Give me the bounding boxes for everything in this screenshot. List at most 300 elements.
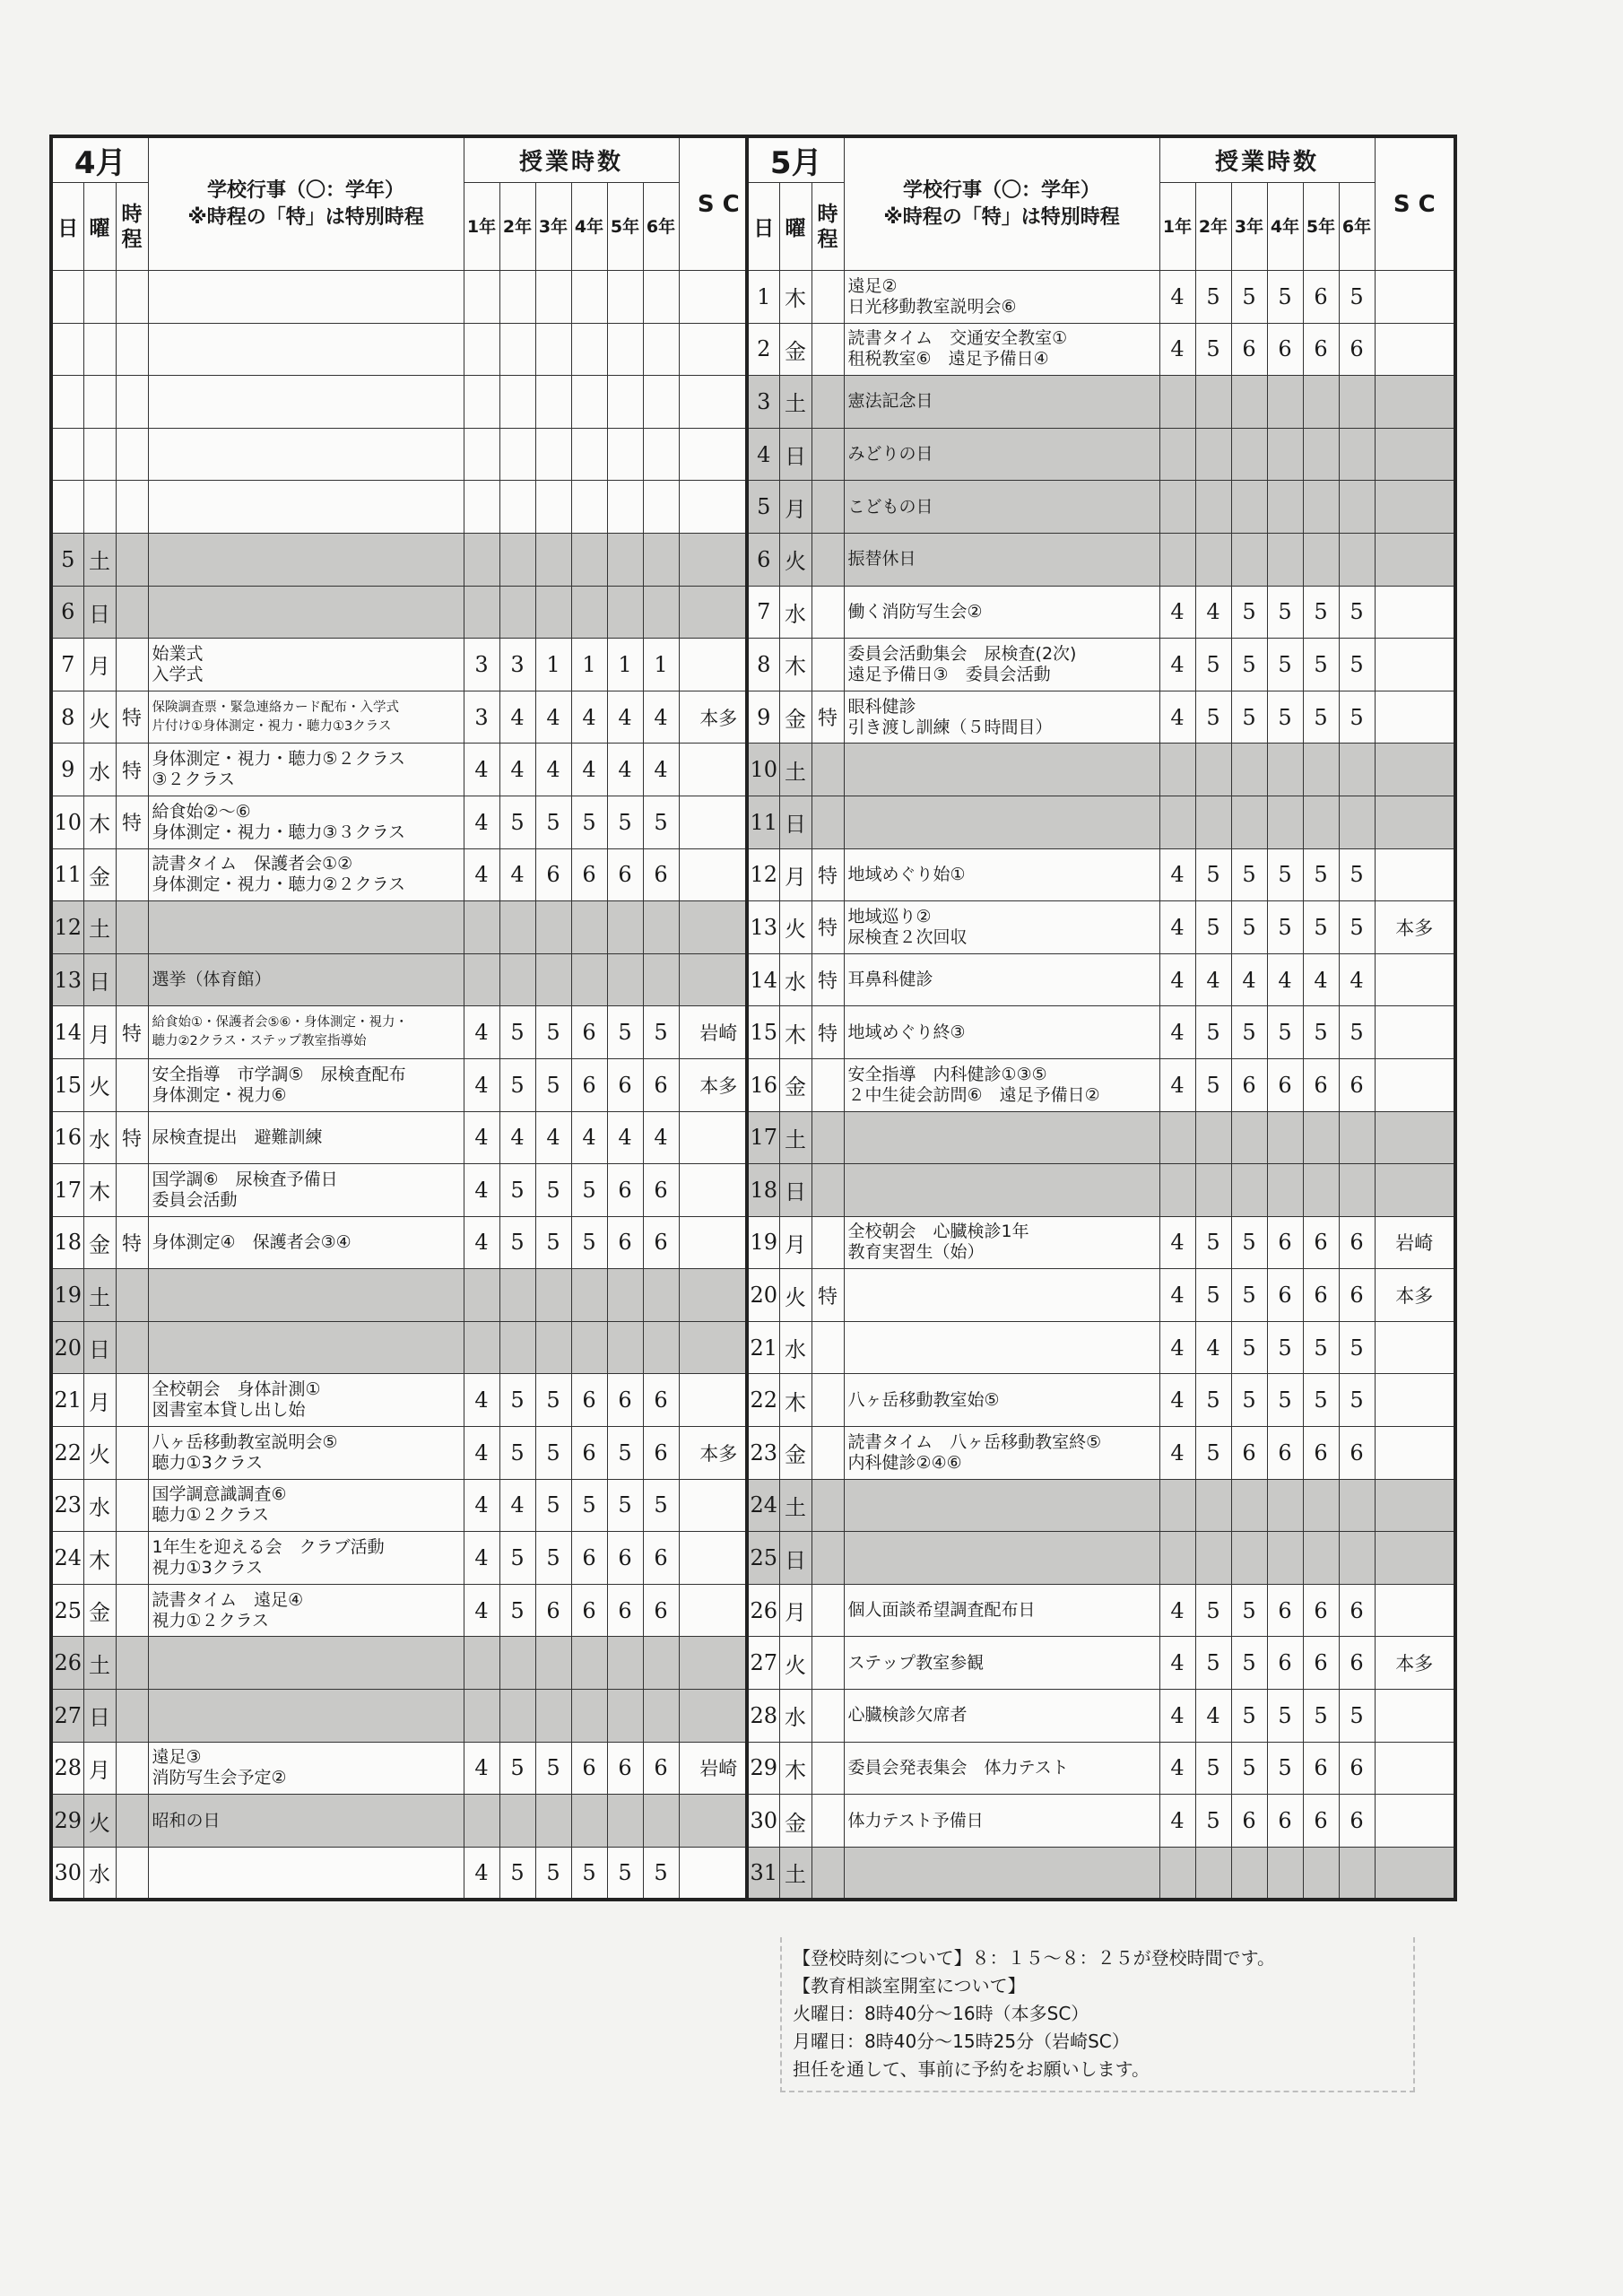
hours-cell: 6 — [1267, 1216, 1303, 1269]
timetable-cell — [116, 1374, 148, 1427]
hours-cell — [535, 481, 571, 534]
hours-cell — [1339, 376, 1375, 429]
hours-cell — [535, 901, 571, 954]
hours-cell: 5 — [499, 1847, 535, 1900]
hours-cell: 4 — [571, 744, 607, 796]
timetable-cell — [812, 586, 844, 639]
hours-cell: 6 — [1231, 1427, 1267, 1480]
event-cell: 給食始①・保護者会⑤⑥・身体測定・視力・ 聴力②2クラス・ステップ教室指導始 — [148, 1006, 464, 1059]
hours-cell: 5 — [1195, 1584, 1231, 1637]
weekday-cell: 土 — [83, 533, 116, 586]
hours-cell: 4 — [1159, 1584, 1195, 1637]
event-cell — [844, 1269, 1159, 1322]
weekday-cell: 月 — [83, 1006, 116, 1059]
timetable-cell — [812, 1532, 844, 1585]
hours-cell: 6 — [1231, 1795, 1267, 1848]
hours-cell: 5 — [1195, 901, 1231, 954]
hours-cell: 4 — [1159, 1321, 1195, 1374]
hours-cell: 5 — [1231, 1584, 1267, 1637]
weekday-cell: 火 — [83, 691, 116, 744]
hours-cell: 6 — [1339, 1637, 1375, 1690]
hours-cell — [535, 533, 571, 586]
sc-cell — [1375, 1742, 1455, 1795]
hours-cell: 6 — [643, 1058, 679, 1111]
hours-cell: 6 — [607, 1584, 643, 1637]
timetable-cell — [116, 848, 148, 901]
hours-cell — [1303, 796, 1339, 848]
hours-cell: 5 — [1303, 848, 1339, 901]
day-cell: 12 — [747, 848, 779, 901]
sc-cell — [1375, 428, 1455, 481]
hours-cell: 5 — [607, 1847, 643, 1900]
day-cell: 10 — [747, 744, 779, 796]
schedule-row — [51, 691, 759, 744]
day-cell: 18 — [51, 1216, 83, 1269]
timetable-cell — [812, 744, 844, 796]
hours-cell — [1267, 1532, 1303, 1585]
event-cell: こどもの日 — [844, 481, 1159, 534]
event-cell: 委員会発表集会 体力テスト — [844, 1742, 1159, 1795]
event-cell: 八ヶ岳移動教室説明会⑤ 聴力①3クラス — [148, 1427, 464, 1480]
hours-cell: 5 — [1303, 639, 1339, 691]
hours-cell — [1303, 376, 1339, 429]
schedule-row — [747, 1006, 1455, 1059]
hours-cell: 5 — [1231, 271, 1267, 324]
day-cell — [51, 323, 83, 376]
hours-cell: 4 — [499, 1111, 535, 1164]
hours-cell: 4 — [1159, 691, 1195, 744]
timetable-cell — [116, 1321, 148, 1374]
event-cell — [148, 1269, 464, 1322]
hours-cell: 4 — [1267, 953, 1303, 1006]
event-cell — [148, 271, 464, 324]
hours-cell — [571, 1690, 607, 1743]
event-cell: 身体測定④ 保護者会③④ — [148, 1216, 464, 1269]
weekday-cell — [83, 481, 116, 534]
timetable-cell: 特 — [812, 953, 844, 1006]
event-cell: 地域めぐり終③ — [844, 1006, 1159, 1059]
event-cell — [844, 1321, 1159, 1374]
hours-cell — [535, 376, 571, 429]
hours-cell: 4 — [1159, 586, 1195, 639]
weekday-header: 曜 — [779, 183, 812, 271]
event-cell: 読書タイム 八ヶ岳移動教室終⑤ 内科健診②④⑥ — [844, 1427, 1159, 1480]
event-cell — [844, 796, 1159, 848]
hours-cell: 5 — [643, 796, 679, 848]
sc-cell — [1375, 1006, 1455, 1059]
hours-cell: 5 — [1339, 1690, 1375, 1743]
hours-cell — [571, 1269, 607, 1322]
events-column-header — [148, 136, 464, 271]
hours-cell: 5 — [1231, 901, 1267, 954]
timetable-cell: 特 — [812, 848, 844, 901]
hours-cell: 6 — [535, 848, 571, 901]
schedule-row — [51, 1216, 759, 1269]
hours-cell: 4 — [464, 796, 499, 848]
weekday-cell: 日 — [83, 1321, 116, 1374]
hours-cell: 4 — [1159, 1742, 1195, 1795]
hours-cell: 4 — [607, 1111, 643, 1164]
hours-cell: 6 — [1231, 1058, 1267, 1111]
timetable-cell — [812, 271, 844, 324]
hours-cell: 6 — [643, 1216, 679, 1269]
weekday-cell: 土 — [779, 1479, 812, 1532]
grade-header: 2年 — [1195, 183, 1231, 271]
timetable-cell — [812, 1216, 844, 1269]
hours-cell: 6 — [1303, 1637, 1339, 1690]
timetable-cell — [116, 1847, 148, 1900]
hours-cell: 6 — [643, 1374, 679, 1427]
weekday-cell: 木 — [779, 1374, 812, 1427]
schedule-row — [51, 1427, 759, 1480]
sc-cell — [1375, 1321, 1455, 1374]
hours-cell — [1159, 1847, 1195, 1900]
weekday-cell: 土 — [83, 901, 116, 954]
hours-cell: 6 — [1303, 1742, 1339, 1795]
schedule-row — [747, 1427, 1455, 1480]
hours-cell — [1159, 796, 1195, 848]
schedule-row — [747, 271, 1455, 324]
timetable-cell: 特 — [812, 901, 844, 954]
schedule-row — [51, 1795, 759, 1848]
timetable-cell — [812, 1321, 844, 1374]
hours-cell — [464, 1269, 499, 1322]
event-cell: 働く消防写生会② — [844, 586, 1159, 639]
hours-cell — [1231, 481, 1267, 534]
timetable-cell — [812, 1427, 844, 1480]
hours-cell: 5 — [499, 796, 535, 848]
weekday-cell: 月 — [779, 481, 812, 534]
hours-cell: 6 — [643, 1164, 679, 1217]
hours-cell — [643, 323, 679, 376]
weekday-cell: 火 — [83, 1795, 116, 1848]
day-header: 日 — [747, 183, 779, 271]
day-cell: 22 — [51, 1427, 83, 1480]
hours-cell: 5 — [535, 1742, 571, 1795]
day-cell: 31 — [747, 1847, 779, 1900]
hours-cell — [464, 1637, 499, 1690]
hours-cell — [1267, 744, 1303, 796]
weekday-cell: 木 — [83, 1164, 116, 1217]
timetable-cell — [812, 639, 844, 691]
hours-cell — [464, 953, 499, 1006]
schedule-row — [747, 1795, 1455, 1848]
hours-cell — [1267, 481, 1303, 534]
hours-cell: 6 — [1303, 1058, 1339, 1111]
grade-header: 6年 — [1339, 183, 1375, 271]
hours-cell — [643, 953, 679, 1006]
hours-cell: 4 — [1159, 1690, 1195, 1743]
hours-cell: 6 — [1303, 323, 1339, 376]
event-cell: 眼科健診 引き渡し訓練（５時間目） — [844, 691, 1159, 744]
hours-cell: 4 — [1159, 1006, 1195, 1059]
hours-cell: 1 — [643, 639, 679, 691]
weekday-cell: 日 — [779, 428, 812, 481]
hours-cell: 6 — [1339, 1427, 1375, 1480]
hours-cell — [1339, 1111, 1375, 1164]
timetable-cell — [116, 639, 148, 691]
hours-cell — [571, 481, 607, 534]
event-cell — [148, 323, 464, 376]
hours-cell: 4 — [464, 1111, 499, 1164]
hours-cell: 4 — [464, 1584, 499, 1637]
weekday-cell: 木 — [779, 1006, 812, 1059]
grade-header: 4年 — [571, 183, 607, 271]
hours-cell: 4 — [571, 1111, 607, 1164]
hours-cell: 5 — [571, 1164, 607, 1217]
day-cell — [51, 481, 83, 534]
hours-cell — [1303, 1164, 1339, 1217]
timetable-cell — [116, 1795, 148, 1848]
day-cell: 23 — [747, 1427, 779, 1480]
sc-header: S C — [679, 136, 759, 271]
hours-cell: 6 — [571, 1742, 607, 1795]
hours-cell — [643, 1637, 679, 1690]
sc-cell — [1375, 481, 1455, 534]
weekday-cell: 土 — [779, 744, 812, 796]
weekday-cell: 火 — [83, 1058, 116, 1111]
hours-cell: 6 — [643, 1532, 679, 1585]
day-cell — [51, 376, 83, 429]
hours-cell: 5 — [535, 1479, 571, 1532]
hours-cell: 5 — [535, 1847, 571, 1900]
hours-cell — [643, 586, 679, 639]
hours-cell — [1303, 1532, 1339, 1585]
hours-cell: 5 — [1339, 586, 1375, 639]
hours-cell: 4 — [1231, 953, 1267, 1006]
timetable-cell — [812, 1742, 844, 1795]
hours-cell: 6 — [643, 848, 679, 901]
schedule-row — [51, 586, 759, 639]
hours-cell: 5 — [571, 1847, 607, 1900]
event-cell: 安全指導 市学調⑤ 尿検査配布 身体測定・視力⑥ — [148, 1058, 464, 1111]
hours-cell: 5 — [1303, 1690, 1339, 1743]
timetable-cell — [116, 1479, 148, 1532]
grade-header: 3年 — [1231, 183, 1267, 271]
hours-header: 授業時数 — [1159, 136, 1375, 183]
sc-cell: 本多 — [1375, 1269, 1455, 1322]
day-cell: 22 — [747, 1374, 779, 1427]
day-cell: 5 — [747, 481, 779, 534]
hours-cell: 6 — [1303, 1427, 1339, 1480]
schedule-row — [747, 481, 1455, 534]
event-cell: 選挙（体育館） — [148, 953, 464, 1006]
day-cell: 15 — [51, 1058, 83, 1111]
hours-cell: 4 — [464, 1374, 499, 1427]
hours-cell: 6 — [1303, 1216, 1339, 1269]
sc-cell — [1375, 533, 1455, 586]
hours-cell: 4 — [1195, 586, 1231, 639]
hours-cell — [1195, 744, 1231, 796]
hours-cell — [571, 323, 607, 376]
hours-cell — [607, 428, 643, 481]
hours-cell — [1339, 1479, 1375, 1532]
hours-cell: 5 — [1339, 691, 1375, 744]
event-cell: 保険調査票・緊急連絡カード配布・入学式 片付け①身体測定・視力・聴力①3クラス — [148, 691, 464, 744]
hours-cell: 1 — [571, 639, 607, 691]
hours-cell: 6 — [1339, 1584, 1375, 1637]
event-cell — [148, 586, 464, 639]
timetable-cell: 特 — [116, 796, 148, 848]
sc-cell: 本多 — [679, 691, 759, 744]
hours-cell: 5 — [1231, 1216, 1267, 1269]
day-cell: 25 — [747, 1532, 779, 1585]
event-cell: 読書タイム 遠足④ 視力①２クラス — [148, 1584, 464, 1637]
day-cell: 12 — [51, 901, 83, 954]
event-cell: 昭和の日 — [148, 1795, 464, 1848]
hours-cell: 5 — [1339, 271, 1375, 324]
weekday-cell: 木 — [779, 271, 812, 324]
hours-cell: 5 — [1339, 639, 1375, 691]
hours-cell — [607, 323, 643, 376]
schedule-row — [747, 953, 1455, 1006]
hours-cell: 6 — [1303, 1584, 1339, 1637]
hours-cell: 5 — [1195, 1216, 1231, 1269]
hours-cell: 5 — [607, 1427, 643, 1480]
timetable-cell — [116, 901, 148, 954]
schedule-row — [747, 1532, 1455, 1585]
hours-cell: 6 — [1339, 1795, 1375, 1848]
hours-cell: 6 — [607, 1216, 643, 1269]
weekday-cell: 月 — [779, 1584, 812, 1637]
hours-cell: 5 — [1195, 1269, 1231, 1322]
month-label: 4月 — [51, 136, 148, 183]
hours-cell: 6 — [1267, 1637, 1303, 1690]
hours-cell — [1303, 1111, 1339, 1164]
day-cell: 24 — [51, 1532, 83, 1585]
day-cell: 9 — [51, 744, 83, 796]
grade-header: 3年 — [535, 183, 571, 271]
hours-cell: 5 — [1195, 271, 1231, 324]
event-cell: ステップ教室参観 — [844, 1637, 1159, 1690]
hours-cell: 4 — [1159, 271, 1195, 324]
weekday-header: 曜 — [83, 183, 116, 271]
sc-cell — [1375, 1427, 1455, 1480]
day-cell: 25 — [51, 1584, 83, 1637]
hours-cell — [1303, 533, 1339, 586]
event-cell — [148, 533, 464, 586]
hours-cell: 5 — [1195, 848, 1231, 901]
hours-cell: 6 — [1267, 1427, 1303, 1480]
day-cell: 2 — [747, 323, 779, 376]
hours-cell: 6 — [1267, 1058, 1303, 1111]
weekday-cell: 月 — [779, 848, 812, 901]
hours-cell: 6 — [571, 1532, 607, 1585]
timetable-cell — [812, 323, 844, 376]
day-cell: 1 — [747, 271, 779, 324]
sc-cell — [1375, 1058, 1455, 1111]
hours-cell: 4 — [607, 744, 643, 796]
hours-cell: 6 — [571, 1058, 607, 1111]
hours-cell: 6 — [571, 1427, 607, 1480]
day-cell: 3 — [747, 376, 779, 429]
hours-cell — [1231, 796, 1267, 848]
hours-cell: 6 — [571, 1374, 607, 1427]
hours-cell: 5 — [607, 1479, 643, 1532]
hours-cell — [1231, 1532, 1267, 1585]
hours-cell — [1159, 1111, 1195, 1164]
hours-cell — [1267, 1111, 1303, 1164]
events-title-line1: 学校行事（〇：学年） — [903, 178, 1101, 202]
sc-cell: 本多 — [1375, 901, 1455, 954]
hours-cell — [571, 376, 607, 429]
day-cell: 28 — [51, 1742, 83, 1795]
hours-cell: 4 — [1159, 323, 1195, 376]
hours-cell — [1195, 796, 1231, 848]
event-cell: 委員会活動集会 尿検査(2次) 遠足予備日③ 委員会活動 — [844, 639, 1159, 691]
hours-cell: 6 — [1339, 1216, 1375, 1269]
schedule-row — [51, 1532, 759, 1585]
hours-cell: 5 — [1339, 1321, 1375, 1374]
event-cell — [148, 481, 464, 534]
sc-cell — [1375, 271, 1455, 324]
weekday-cell: 日 — [779, 796, 812, 848]
hours-cell — [571, 586, 607, 639]
sc-cell — [1375, 639, 1455, 691]
event-cell: 尿検査提出 避難訓練 — [148, 1111, 464, 1164]
hours-cell: 4 — [1159, 1216, 1195, 1269]
hours-cell: 4 — [1159, 1269, 1195, 1322]
sc-cell — [1375, 744, 1455, 796]
sc-cell — [1375, 1164, 1455, 1217]
hours-cell: 5 — [571, 1479, 607, 1532]
hours-cell: 6 — [607, 1374, 643, 1427]
event-cell: 国学調⑥ 尿検査予備日 委員会活動 — [148, 1164, 464, 1217]
hours-cell: 4 — [464, 848, 499, 901]
hours-cell: 6 — [571, 1584, 607, 1637]
hours-cell: 5 — [1303, 1374, 1339, 1427]
event-cell: 地域めぐり始① — [844, 848, 1159, 901]
weekday-cell: 月 — [83, 1374, 116, 1427]
schedule-row — [747, 533, 1455, 586]
timetable-cell — [812, 1479, 844, 1532]
day-cell: 24 — [747, 1479, 779, 1532]
hours-cell: 5 — [1267, 1006, 1303, 1059]
day-cell: 13 — [747, 901, 779, 954]
timetable-cell — [116, 1637, 148, 1690]
hours-cell: 5 — [535, 796, 571, 848]
hours-cell — [535, 586, 571, 639]
event-cell — [844, 1532, 1159, 1585]
weekday-cell: 金 — [779, 1058, 812, 1111]
weekday-cell: 日 — [83, 586, 116, 639]
timetable-cell: 特 — [116, 1216, 148, 1269]
hours-cell — [1195, 1847, 1231, 1900]
hours-cell: 5 — [1267, 271, 1303, 324]
day-cell: 28 — [747, 1690, 779, 1743]
grade-header: 1年 — [464, 183, 499, 271]
hours-cell: 4 — [464, 1479, 499, 1532]
hours-cell: 5 — [1339, 901, 1375, 954]
schedule-row — [51, 481, 759, 534]
hours-cell — [535, 953, 571, 1006]
weekday-cell — [83, 323, 116, 376]
timetable-cell — [116, 1584, 148, 1637]
hours-cell: 6 — [1339, 1058, 1375, 1111]
hours-cell: 5 — [1231, 1321, 1267, 1374]
hours-cell: 4 — [464, 744, 499, 796]
sc-cell — [1375, 1584, 1455, 1637]
grade-header: 4年 — [1267, 183, 1303, 271]
schedule-row — [747, 1164, 1455, 1217]
event-cell: 給食始②～⑥ 身体測定・視力・聴力③３クラス — [148, 796, 464, 848]
hours-cell — [1303, 744, 1339, 796]
schedule-row — [51, 1006, 759, 1059]
sc-cell — [1375, 376, 1455, 429]
hours-cell: 5 — [1231, 848, 1267, 901]
day-cell: 17 — [51, 1164, 83, 1217]
timetable-cell — [812, 1690, 844, 1743]
